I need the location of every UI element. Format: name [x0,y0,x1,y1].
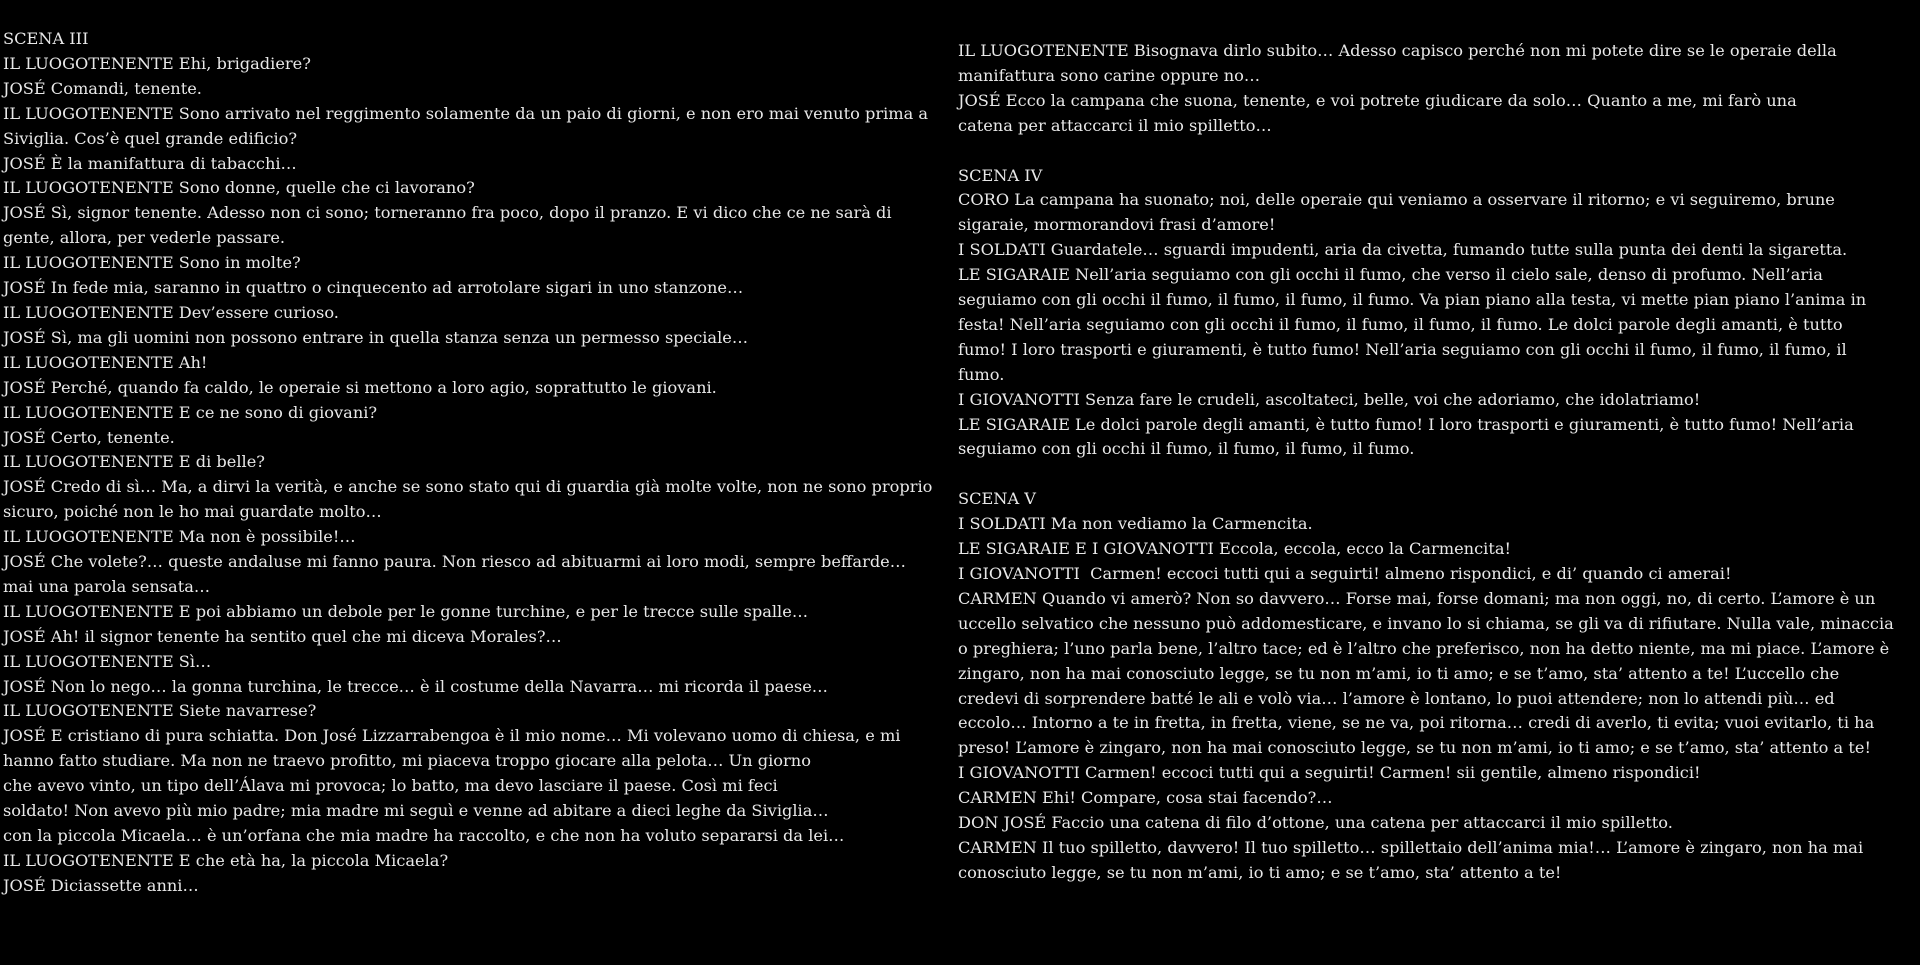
blank-line [958,462,1858,487]
dialogue-line: JOSÉ Perché, quando fa caldo, le operaie si mettono a loro agio, soprattutto le giovani. [3,377,717,397]
dialogue-line: JOSÉ Ecco la campana che suona, tenente, e voi potrete giudicare da solo… Quanto a me, mi farò una [958,90,1797,110]
dialogue-line: JOSÉ Comandi, tenente. [3,78,202,98]
dialogue-line: JOSÉ In fede mia, saranno in quattro o cinquecento ad arrotolare sigari in uno stanzone… [3,278,744,298]
dialogue-line: con la piccola Micaela… è un’orfana che mia madre ha raccolto, e che non ha voluto separarsi da lei… [3,826,845,845]
dialogue-line: sicuro, poiché non le ho mai guardate molto… [3,502,382,522]
dialogue-line: catena per attaccarci il mio spilletto… [958,115,1272,135]
dialogue-line: I GIOVANOTTI Carmen! eccoci tutti qui a seguirti! almeno rispondici, e di’ quando ci amerai! [958,564,1732,583]
dialogue-line: IL LUOGOTENENTE Sono donne, quelle che ci lavorano? [3,178,475,198]
left-column-text [3,27,933,899]
dialogue-line: festa! Nell’aria seguiamo con gli occhi il fumo, il fumo, il fumo, il fumo. Le dolci parole degli amanti, è tutto [958,314,1843,334]
dialogue-line: IL LUOGOTENENTE Ma non è possibile!… [3,527,356,547]
dialogue-line: manifattura sono carine oppure no… [958,65,1261,85]
dialogue-line: IL LUOGOTENENTE Ehi, brigadiere? [3,53,311,73]
dialogue-line: I SOLDATI Ma non vediamo la Carmencita. [958,514,1313,534]
dialogue-line: JOSÉ Che volete?… queste andaluse mi fanno paura. Non riesco ad abituarmi ai loro modi, sempre beffarde… [3,552,906,572]
dialogue-line: JOSÉ E cristiano di pura schiatta. Don José Lizzarrabengoa è il mio nome… Mi volevano uomo di chiesa, e mi [3,726,901,746]
dialogue-line: eccolo… Intorno a te in fretta, in fretta, viene, se ne va, poi ritorna… credi di averlo, ti evita; vuoi evitarlo, ti ha [958,713,1875,733]
dialogue-line: uccello selvatico che nessuno può addomesticare, e invano lo si chiama, se gli va di rifiutare. Nulla vale, minaccia [958,613,1894,633]
scene-heading: SCENA IV [958,165,1043,185]
dialogue-line: zingaro, non ha mai conosciuto legge, se tu non m’ami, io ti amo; e se t’amo, sta’ attento a te! L’uccello che [958,663,1840,683]
dialogue-line: JOSÉ Certo, tenente. [3,427,175,447]
dialogue-line: CARMEN Il tuo spilletto, davvero! Il tuo spilletto… spillettaio dell’anima mia!… L’amore è zingaro, non ha mai [958,837,1864,857]
dialogue-line: LE SIGARAIE Nell’aria seguiamo con gli occhi il fumo, che verso il cielo sale, denso di profumo. Nell’aria [958,265,1823,285]
dialogue-line: IL LUOGOTENENTE Dev’essere curioso. [3,302,339,322]
dialogue-line: JOSÉ Ah! il signor tenente ha sentito quel che mi diceva Morales?… [3,626,562,646]
dialogue-line: IL LUOGOTENENTE Sono arrivato nel reggimento solamente da un paio di giorni, e non ero mai venuto prima a [3,103,929,123]
dialogue-line: IL LUOGOTENENTE Siete navarrese? [3,701,317,721]
dialogue-line: JOSÉ Sì, ma gli uomini non possono entrare in quella stanza senza un permesso speciale… [3,327,749,347]
dialogue-line: IL LUOGOTENENTE Sì… [3,651,212,671]
dialogue-line: I GIOVANOTTI Carmen! eccoci tutti qui a seguirti! Carmen! sii gentile, almeno rispondici! [958,763,1701,783]
dialogue-line: soldato! Non avevo più mio padre; mia madre mi seguì e venne ad abitare a dieci leghe da Siviglia… [3,801,829,821]
dialogue-line: JOSÉ È la manifattura di tabacchi… [3,153,297,173]
dialogue-line: conosciuto legge, se tu non m’ami, io ti amo; e se t’amo, sta’ attento a te! [958,862,1562,882]
dialogue-line: LE SIGARAIE E I GIOVANOTTI Eccola, eccola, ecco la Carmencita! [958,539,1512,559]
dialogue-line: IL LUOGOTENENTE E ce ne sono di giovani? [3,402,378,422]
dialogue-line: Siviglia. Cos’è quel grande edificio? [3,128,298,148]
dialogue-line: o preghiera; l’uno parla bene, l’altro tace; ed è l’altro che preferisco, non ha detto niente, ma mi piace. L’amore è [958,638,1890,658]
dialogue-line: CARMEN Quando vi amerò? Non so davvero… Forse mai, forse domani; ma non oggi, no, di certo. L’amore è un [958,588,1876,608]
dialogue-line: IL LUOGOTENENTE Bisognava dirlo subito… Adesso capisco perché non mi potete dire se le operaie della [958,41,1837,60]
dialogue-line: I SOLDATI Guardatele… sguardi impudenti, aria da civetta, fumando tutte sulla punta dei denti la sigaretta. [958,240,1848,260]
dialogue-line: hanno fatto studiare. Ma non ne traevo profitto, mi piaceva troppo giocare alla pelota… Un giorno [3,751,811,771]
dialogue-line: seguiamo con gli occhi il fumo, il fumo, il fumo, il fumo. [958,439,1415,459]
dialogue-line: sigaraie, mormorandovi frasi d’amore! [958,215,1276,235]
dialogue-line: I GIOVANOTTI Senza fare le crudeli, ascoltateci, belle, voi che adoriamo, che idolatriamo! [958,389,1701,409]
dialogue-line: seguiamo con gli occhi il fumo, il fumo, il fumo, il fumo. Va pian piano alla testa, vi mette pian piano l’anima in [958,290,1867,310]
dialogue-line: IL LUOGOTENENTE E poi abbiamo un debole per le gonne turchine, e per le trecce sulle spalle… [3,601,809,621]
scene-heading: SCENA III [3,29,89,48]
dialogue-line: fumo! I loro trasporti e giuramenti, è tutto fumo! Nell’aria seguiamo con gli occhi il fumo, il fumo, il fumo, il [958,339,1847,359]
dialogue-line: JOSÉ Sì, signor tenente. Adesso non ci sono; torneranno fra poco, dopo il pranzo. E vi dico che ce ne sarà di [3,203,892,223]
dialogue-line: LE SIGARAIE Le dolci parole degli amanti, è tutto fumo! I loro trasporti e giuramenti, è tutto fumo! Nell’aria [958,414,1854,434]
dialogue-line: DON JOSÉ Faccio una catena di filo d’ottone, una catena per attaccarci il mio spilletto. [958,813,1673,833]
dialogue-line: IL LUOGOTENENTE E che età ha, la piccola Micaela? [3,850,449,870]
dialogue-line: mai una parola sensata… [3,576,211,596]
dialogue-line: JOSÉ Diciassette anni… [3,875,199,895]
dialogue-line: JOSÉ Credo di sì… Ma, a dirvi la verità, e anche se sono stato qui di guardia già molte volte, non ne sono proprio [3,477,933,497]
dialogue-line: preso! L’amore è zingaro, non ha mai conosciuto legge, se tu non m’ami, io ti amo; e se t’amo, sta’ attento a te! [958,738,1871,758]
dialogue-line: fumo. [958,364,1005,384]
dialogue-line: credevi di sorprendere batté le ali e volò via… l’amore è lontano, lo puoi attendere; non lo attendi più… ed [958,688,1835,708]
dialogue-line: gente, allora, per vederle passare. [3,228,286,248]
scene-heading: SCENA V [958,489,1036,509]
dialogue-line: IL LUOGOTENENTE Sono in molte? [3,253,301,273]
right-column-text [958,39,1894,886]
blank-line [958,139,1858,164]
dialogue-line: CORO La campana ha suonato; noi, delle operaie qui veniamo a osservare il ritorno; e vi seguiremo, brune [958,190,1835,210]
dialogue-line: IL LUOGOTENENTE Ah! [3,352,208,372]
dialogue-line: che avevo vinto, un tipo dell’Álava mi provoca; lo batto, ma devo lasciare il paese. Così mi feci [3,776,778,796]
dialogue-line: CARMEN Ehi! Compare, cosa stai facendo?… [958,788,1333,808]
dialogue-line: IL LUOGOTENENTE E di belle? [3,452,265,472]
dialogue-line: JOSÉ Non lo nego… la gonna turchina, le trecce… è il costume della Navarra… mi ricorda il paese… [3,676,828,696]
